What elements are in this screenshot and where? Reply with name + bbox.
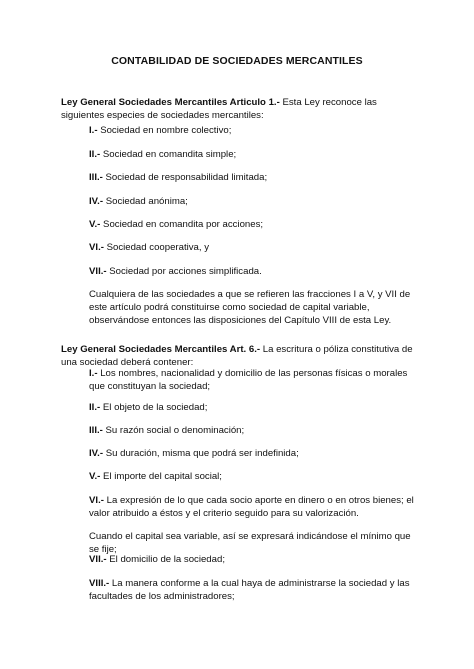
item-number: VIII.- xyxy=(89,578,110,589)
art6-item xyxy=(89,494,419,520)
art6-item xyxy=(89,577,419,603)
art6-item xyxy=(89,424,419,437)
item-number: IV.- xyxy=(89,448,104,459)
art6-item xyxy=(89,367,419,393)
art1-item xyxy=(89,148,419,161)
art6-item xyxy=(89,401,419,414)
item-text: La manera conforme a la cual haya de administrarse la sociedad y las facultades de los administradores; xyxy=(89,578,410,603)
item-number: V.- xyxy=(89,471,101,482)
item-number: II.- xyxy=(89,149,101,160)
art6-note: Cuando el capital sea variable, así se expresará indicándose el mínimo que se fije; xyxy=(89,531,411,556)
item-number: III.- xyxy=(89,172,103,183)
item-text: Sociedad por acciones simplificada. xyxy=(106,266,262,277)
art1-intro-paragraph xyxy=(61,96,417,122)
item-text: El importe del capital social; xyxy=(100,471,222,482)
item-text: El objeto de la sociedad; xyxy=(100,402,208,413)
art1-heading: Ley General Sociedades Mercantiles Articulo 1.- xyxy=(61,97,280,108)
item-number: VII.- xyxy=(89,554,107,565)
art6-intro: La escritura o póliza constitutiva de una sociedad deberá contener: xyxy=(61,344,413,369)
item-number: V.- xyxy=(89,219,101,230)
item-number: IV.- xyxy=(89,196,104,207)
item-number: II.- xyxy=(89,402,101,413)
item-number: I.- xyxy=(89,125,98,136)
item-text: Sociedad en nombre colectivo; xyxy=(97,125,232,136)
art1-intro: Esta Ley reconoce las siguientes especies de sociedades mercantiles: xyxy=(61,97,377,122)
item-number: I.- xyxy=(89,368,98,379)
item-text: Su razón social o denominación; xyxy=(102,425,245,436)
item-number: VI.- xyxy=(89,242,104,253)
item-text: Sociedad en comandita simple; xyxy=(100,149,237,160)
art6-item xyxy=(89,470,419,483)
art1-closing: Cualquiera de las sociedades a que se refieren las fracciones I a V, y VII de este artículo podrá constituirse como sociedad de capital variable, observándose entonces las disposiciones del Capítulo VIII de esta Ley. xyxy=(89,289,411,327)
art6-heading: Ley General Sociedades Mercantiles Art. 6.- xyxy=(61,344,261,355)
item-text: Sociedad anónima; xyxy=(103,196,188,207)
item-text: Sociedad en comandita por acciones; xyxy=(100,219,264,230)
item-text: Los nombres, nacionalidad y domicilio de las personas físicas o morales que constituyan la sociedad; xyxy=(89,368,408,393)
art1-item xyxy=(89,171,419,184)
item-text: Su duración, misma que podrá ser indefinida; xyxy=(103,448,299,459)
art1-item xyxy=(89,124,419,137)
document-title: CONTABILIDAD DE SOCIEDADES MERCANTILES xyxy=(111,55,363,67)
art1-item xyxy=(89,195,419,208)
art6-item xyxy=(89,447,419,460)
item-text: Sociedad cooperativa, y xyxy=(103,242,210,253)
item-number: VII.- xyxy=(89,266,107,277)
art1-item xyxy=(89,218,419,231)
art1-item xyxy=(89,265,419,278)
item-number: III.- xyxy=(89,425,103,436)
item-text: Sociedad de responsabilidad limitada; xyxy=(102,172,268,183)
art6-item xyxy=(89,553,419,566)
item-text: La expresión de lo que cada socio aporte en dinero o en otros bienes; el valor atribuido a éstos y el criterio seguido para su valorización. xyxy=(89,495,414,520)
art6-intro-paragraph xyxy=(61,343,417,369)
item-text: El domicilio de la sociedad; xyxy=(106,554,225,565)
item-number: VI.- xyxy=(89,495,104,506)
art1-item xyxy=(89,241,419,254)
